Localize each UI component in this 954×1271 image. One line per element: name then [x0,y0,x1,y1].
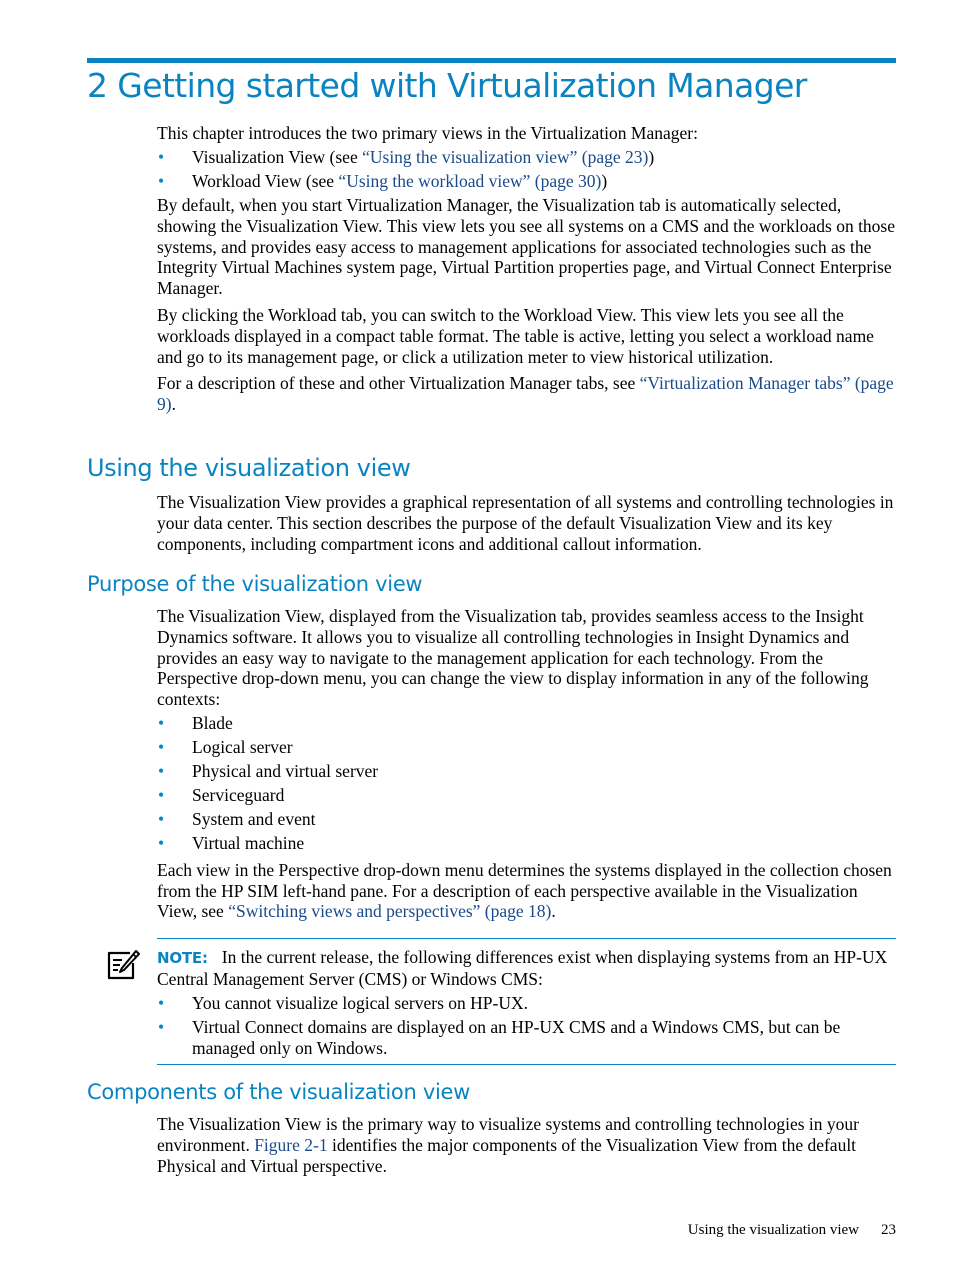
note-paragraph: NOTE: In the current release, the following differences exist when displaying systems from an HP-UX Central Management Server (CMS) or Windows CMS: [157,947,888,989]
list-item: • Blade [158,713,233,734]
default-view-paragraph: By default, when you start Virtualization Manager, the Visualization tab is automatically selected, showing the Visualization View. This view lets you see all systems on a CMS and the workloads on those systems, and provides easy access to management applications for associated technologies such as the Integrity Virtual Machines system page, Virtual Partition properties page, and Virtual Connect Enterprise Manager. [157,194,896,299]
list-item: • System and event [158,809,316,830]
list-item: • Visualization View (see “Using the visualization view” (page 23)) [158,146,655,167]
contexts-list [157,713,896,854]
list-item: • Virtual machine [158,833,305,854]
views-list [157,147,896,192]
section-heading-using: Using the visualization view [87,454,411,482]
bullet-icon: • [158,713,165,734]
bullet-icon: • [158,170,165,191]
purpose-paragraph: The Visualization View, displayed from the Visualization tab, provides seamless access to the Insight Dynamics software. It allows you to visualize all controlling technologies in Insight Dynamics and provides an easy way to navigate to the management application for each technology. From the Perspective drop-down menu, you can change the view to display information in any of the following contexts: [157,606,869,710]
note-block [157,947,896,1058]
section-heading-components: Components of the visualization view [87,1080,470,1104]
bullet-icon: • [158,992,165,1013]
bullet-icon: • [158,146,165,167]
bullet-icon: • [158,785,165,806]
figure-2-1-link[interactable]: Figure 2-1 [254,1134,328,1155]
list-item: • Virtual Connect domains are displayed on an HP-UX CMS and a Windows CMS, but can be managed only on Windows. [158,1016,841,1058]
bullet-icon: • [158,761,165,782]
bullet-icon: • [158,737,165,758]
bullet-icon: • [158,809,165,830]
using-section-block [157,492,896,554]
note-bottom-rule [157,1064,896,1065]
running-title: Using the visualization view [687,1222,859,1238]
manager-tabs-link[interactable]: “Virtualization Manager tabs” (page 9) [157,373,894,415]
components-section-block [157,1114,896,1176]
list-item: • Workload View (see “Using the workload view” (page 30)) [158,170,608,191]
page-footer [688,1222,896,1239]
purpose-section-block [157,606,896,922]
bullet-icon: • [158,833,165,854]
workload-view-link[interactable]: “Using the workload view” (page 30) [338,170,602,191]
list-item: • Physical and virtual server [158,761,379,782]
note-list [157,993,896,1059]
components-paragraph: The Visualization View is the primary way to visualize systems and controlling technologies in your environment. Figure 2-1 identifies the major components of the Visualization View from the default Physical and Virtual perspective. [157,1114,859,1176]
bullet-icon: • [158,1016,165,1037]
perspective-paragraph: Each view in the Perspective drop-down menu determines the systems displayed in the collection chosen from the HP SIM left-hand pane. For a description of each perspective available in the Visualization View, see “Switching views and perspectives” (page 18). [157,859,892,922]
chapter-intro-block [157,123,896,415]
note-label: NOTE: [157,949,208,967]
switching-views-link[interactable]: “Switching views and perspectives” (page 18) [228,901,552,922]
list-item: • You cannot visualize logical servers on HP-UX. [158,992,529,1013]
list-item: • Serviceguard [158,785,285,806]
chapter-intro-text: This chapter introduces the two primary views in the Virtualization Manager: [157,123,698,143]
visualization-view-link[interactable]: “Using the visualization view” (page 23) [362,146,649,167]
chapter-title: 2 Getting started with Virtualization Manager [87,66,807,105]
note-pencil-icon [106,949,140,981]
note-top-rule [157,938,896,939]
section-heading-purpose: Purpose of the visualization view [87,572,423,596]
workload-tab-paragraph: By clicking the Workload tab, you can switch to the Workload View. This view lets you see all the workloads displayed in a compact table format. The table is active, letting you select a workload name and go to its management page, or click a utilization meter to view historical utilization. [157,304,874,367]
using-paragraph: The Visualization View provides a graphical representation of all systems and controlling technologies in your data center. This section describes the purpose of the default Visualization View and its key components, including compartment icons and additional callout information. [157,492,894,554]
page-number: 23 [881,1222,896,1238]
list-item: • Logical server [158,737,293,758]
tabs-reference-paragraph: For a description of these and other Virtualization Manager tabs, see “Virtualization Manager tabs” (page 9). [157,373,894,415]
